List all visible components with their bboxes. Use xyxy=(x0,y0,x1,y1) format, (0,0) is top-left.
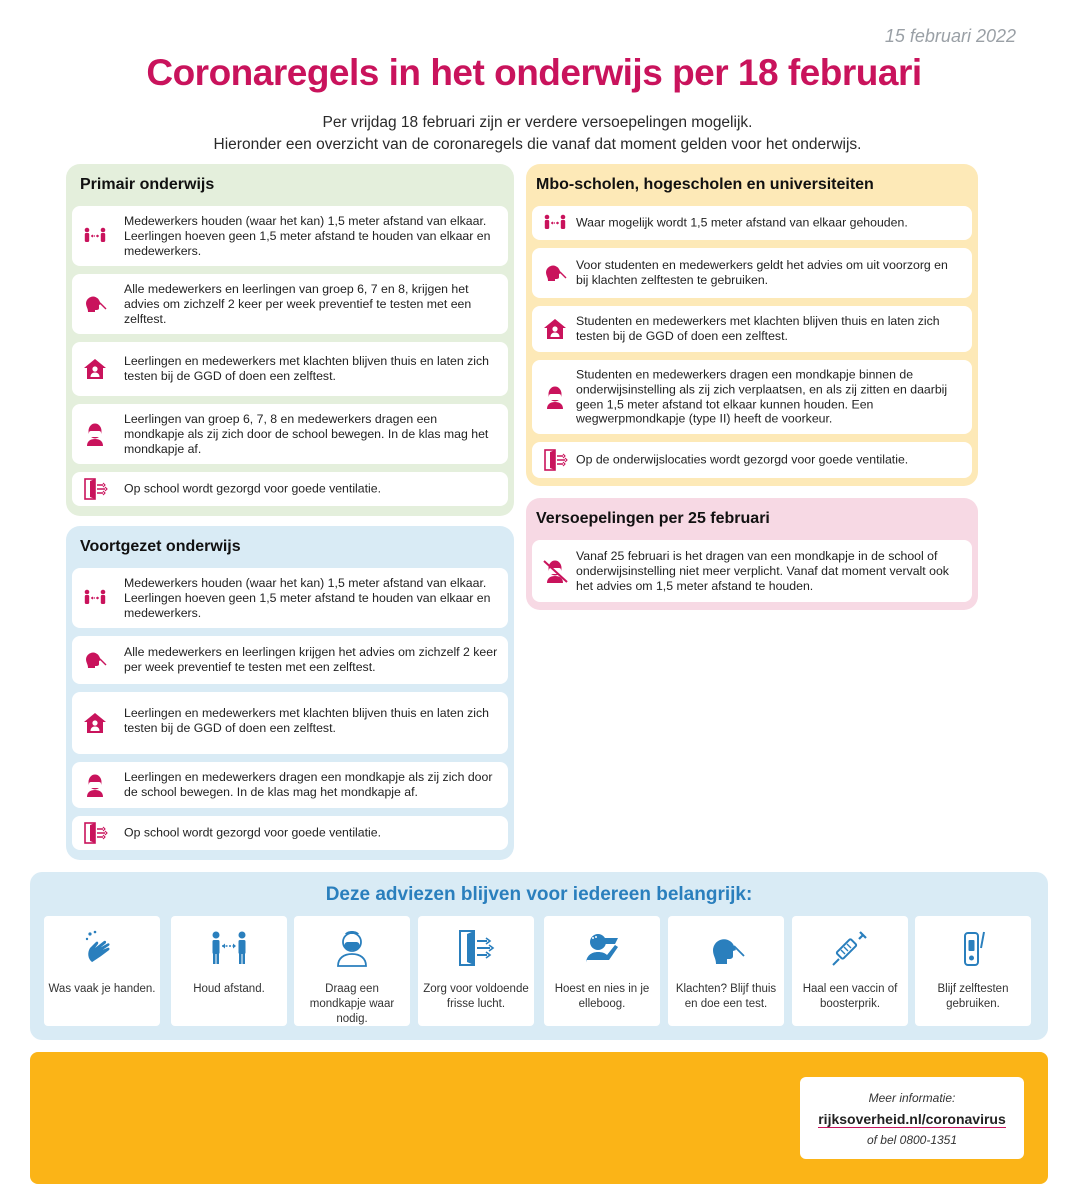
rule-item xyxy=(532,442,972,478)
panel-title: Mbo-scholen, hogescholen en universiteiten xyxy=(536,176,874,193)
phone-text: of bel 0800-1351 xyxy=(866,1133,958,1147)
distance-icon xyxy=(542,210,568,236)
rule-item xyxy=(72,762,508,808)
date: 15 februari 2022 xyxy=(884,26,1016,46)
distance-icon xyxy=(82,223,108,249)
rule-text: Voor studenten en medewerkers geldt het advies om uit voorzorg en bij klachten zelftesten te gebruiken. xyxy=(576,258,948,287)
rule-text: Medewerkers houden (waar het kan) 1,5 meter afstand van elkaar. Leerlingen hoeven geen 1,5 meter afstand te houden van elkaar en medewerkers. xyxy=(124,575,491,620)
rule-text: Op de onderwijslocaties wordt gezorgd voor goede ventilatie. xyxy=(576,452,909,467)
panel-primair xyxy=(66,164,514,516)
wash-hands-icon xyxy=(82,928,122,968)
rule-item xyxy=(532,306,972,352)
rule-item xyxy=(532,360,972,434)
rule-text: Leerlingen en medewerkers met klachten blijven thuis en laten zich testen bij de GGD of doen een zelftest. xyxy=(124,706,490,735)
advice-label: Houd afstand. xyxy=(193,983,265,995)
distance-icon xyxy=(82,585,108,611)
advice-tile xyxy=(294,916,410,1026)
rule-text: Alle medewerkers en leerlingen krijgen het advies om zichzelf 2 keer per week preventief te testen met een zelftest. xyxy=(124,645,498,674)
rule-item xyxy=(72,816,508,850)
stay-home-icon xyxy=(82,356,108,382)
info-box xyxy=(800,1077,1024,1159)
advice-label: Blijf zelftesten gebruiken. xyxy=(937,983,1009,1010)
mask-icon xyxy=(82,772,108,798)
advice-band xyxy=(30,872,1048,1040)
ventilation-icon xyxy=(82,820,108,846)
mask-icon xyxy=(82,421,108,447)
vaccine-icon xyxy=(830,928,870,968)
selftest-icon xyxy=(82,647,108,673)
ventilation-icon xyxy=(82,476,108,502)
keep-distance-icon xyxy=(209,928,249,968)
selftest-icon xyxy=(82,291,108,317)
rule-text: Medewerkers houden (waar het kan) 1,5 meter afstand van elkaar. Leerlingen hoeven geen 1,5 meter afstand te houden van elkaar en medewerkers. xyxy=(124,213,491,258)
info-link-wrap xyxy=(800,1111,1024,1127)
advice-tile xyxy=(418,916,534,1026)
rule-item xyxy=(532,540,972,602)
rule-item xyxy=(532,248,972,298)
rule-text: Waar mogelijk wordt 1,5 meter afstand van elkaar gehouden. xyxy=(576,215,908,230)
fresh-air-icon xyxy=(456,928,496,968)
advice-tile xyxy=(792,916,908,1026)
panel-title: Primair onderwijs xyxy=(80,176,215,193)
stay-home-icon xyxy=(542,316,568,342)
more-info-label: Meer informatie: xyxy=(868,1091,956,1105)
intro-line-2: Hieronder een overzicht van de coronaregels die vanaf dat moment gelden voor het onderwijs. xyxy=(213,136,862,153)
rule-item xyxy=(72,206,508,266)
page-title: Coronaregels in het onderwijs per 18 februari xyxy=(146,52,922,93)
test-icon xyxy=(706,928,746,968)
advice-label: Zorg voor voldoende frisse lucht. xyxy=(423,983,529,1010)
stay-home-icon xyxy=(82,710,108,736)
rule-text: Studenten en medewerkers dragen een mondkapje binnen de onderwijsinstelling als zij zich verplaatsen, en als zij zitten en daarbij geen 1,5 meter afstand tot elkaar kunnen houden. Een wegwerpmondkapje (type II) heeft de voorkeur. xyxy=(576,367,948,426)
rule-item xyxy=(72,636,508,684)
rule-item xyxy=(72,568,508,628)
advice-label: Hoest en nies in je elleboog. xyxy=(554,983,650,1010)
advice-tile xyxy=(668,916,784,1026)
intro-text xyxy=(0,112,1068,156)
no-mask-icon xyxy=(542,558,568,584)
rule-text: Op school wordt gezorgd voor goede ventilatie. xyxy=(124,481,382,496)
selftest-icon xyxy=(542,260,568,286)
rule-text: Op school wordt gezorgd voor goede ventilatie. xyxy=(124,825,382,840)
info-link[interactable]: rijksoverheid.nl/coronavirus xyxy=(818,1111,1006,1127)
rule-item xyxy=(72,692,508,754)
panel-title: Versoepelingen per 25 februari xyxy=(536,510,770,527)
advice-tile xyxy=(171,916,287,1026)
rule-item xyxy=(72,342,508,396)
rule-item xyxy=(72,274,508,334)
footer-band xyxy=(30,1052,1048,1184)
rule-item xyxy=(72,472,508,506)
panel-mbo xyxy=(526,164,978,486)
rule-item xyxy=(72,404,508,464)
rule-text: Vanaf 25 februari is het dragen van een mondkapje in de school of onderwijsinstelling niet meer verplicht. Vanaf dat moment vervalt ook het advies om 1,5 meter afstand te houden. xyxy=(576,548,949,593)
cough-elbow-icon xyxy=(582,928,622,968)
rule-item xyxy=(532,206,972,240)
panel-title: Voortgezet onderwijs xyxy=(80,538,241,555)
advice-tile xyxy=(915,916,1031,1026)
rule-text: Leerlingen en medewerkers met klachten blijven thuis en laten zich testen bij de GGD of doen een zelftest. xyxy=(124,354,490,383)
advice-title: Deze adviezen blijven voor iedereen belangrijk: xyxy=(325,884,753,905)
rule-text: Leerlingen van groep 6, 7, 8 en medewerkers dragen een mondkapje als zij zich door de school bewegen. In de klas mag het mondkapje af. xyxy=(124,411,489,456)
panel-versoepelingen xyxy=(526,498,978,610)
intro-line-1: Per vrijdag 18 februari zijn er verdere versoepelingen mogelijk. xyxy=(322,114,753,131)
face-mask-icon xyxy=(332,928,372,968)
advice-tile xyxy=(544,916,660,1026)
advice-label: Haal een vaccin of boosterprik. xyxy=(802,983,898,1010)
advice-tile xyxy=(44,916,160,1026)
ventilation-icon xyxy=(542,447,568,473)
advice-label: Klachten? Blijf thuis en doe een test. xyxy=(675,983,777,1010)
panel-voortgezet xyxy=(66,526,514,860)
advice-label: Draag een mondkapje waar nodig. xyxy=(309,983,395,1025)
rule-text: Leerlingen en medewerkers dragen een mondkapje als zij zich door de school bewegen. In de klas mag het mondkapje af. xyxy=(124,770,493,799)
advice-label: Was vaak je handen. xyxy=(48,983,156,995)
rule-text: Studenten en medewerkers met klachten blijven thuis en laten zich testen bij de GGD of doen een zelftest. xyxy=(576,314,940,343)
self-test-kit-icon xyxy=(953,928,993,968)
mask-icon xyxy=(542,384,568,410)
rule-text: Alle medewerkers en leerlingen van groep 6, 7 en 8, krijgen het advies om zichzelf 2 keer per week preventief te testen met een zelftest. xyxy=(124,281,472,326)
